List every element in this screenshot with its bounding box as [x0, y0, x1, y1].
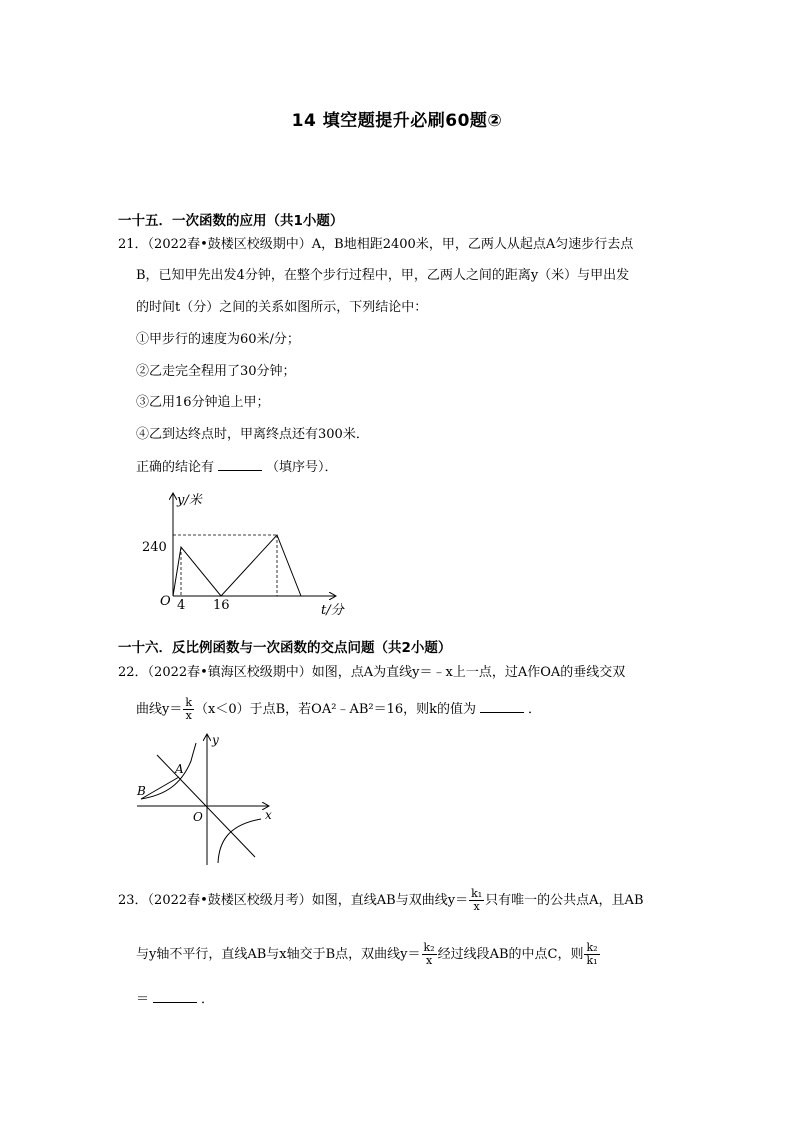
- q22-label-a: A: [175, 762, 184, 776]
- q23-line-1-pre: 23．（2022春•鼓楼区校级月考）如图，直线AB与双曲线y＝: [118, 893, 469, 908]
- q22-label-b: B: [137, 784, 146, 798]
- q21-option-3: ③乙用16分钟追上甲；: [136, 395, 270, 410]
- q23-line-2-pre: 与y轴不平行，直线AB与x轴交于B点，双曲线y＝: [136, 947, 421, 962]
- q21-option-4: ④乙到达终点时，甲离终点还有300米．: [136, 427, 369, 442]
- q21-origin-label: O: [160, 594, 171, 609]
- q23-frac1-den: x: [473, 900, 480, 913]
- q23-line-3-eq: ＝: [136, 992, 150, 1007]
- q22-hyperbola-left-branch: [141, 743, 196, 799]
- q23-line-1-post: 只有唯一的公共点A，且AB: [485, 893, 644, 908]
- q23-answer-blank[interactable]: [153, 990, 197, 1003]
- q23-frac2-num: k₂: [423, 941, 435, 954]
- q22-frac-num: k: [185, 696, 193, 709]
- q21-answer-prefix: 正确的结论有: [136, 460, 215, 475]
- section-heading-linear-function: 一十五．一次函数的应用（共1小题）: [118, 213, 344, 229]
- q21-answer-blank[interactable]: [218, 458, 262, 471]
- q21-x-label: t/分: [321, 603, 344, 618]
- q23-line-3-end: ．: [201, 992, 215, 1007]
- q22-segment-ab: [141, 777, 179, 799]
- q23-line-2-mid: 经过线段AB的中点C，则: [437, 947, 584, 962]
- q21-option-1: ①甲步行的速度为60米/分；: [136, 332, 300, 347]
- q23-frac3-num: k₂: [586, 941, 598, 954]
- q21-answer-line: [136, 458, 338, 476]
- q23-line-2: [136, 942, 601, 967]
- q22-line-2-post: （x＜0）于点B，若OA²﹣AB²＝16，则k的值为: [195, 702, 477, 717]
- q21-option-2: ②乙走完全程用了30分钟；: [136, 364, 296, 379]
- page-title: 14 填空题提升必刷60题②: [291, 111, 503, 131]
- q22-line-2-pre: 曲线y＝: [136, 702, 183, 717]
- q22-label-o: O: [193, 810, 203, 824]
- q22-fraction-k-over-x: [183, 697, 194, 722]
- q23-line-3: [136, 990, 214, 1008]
- q21-y-tick-240: 240: [142, 540, 167, 555]
- q23-fraction-k2-over-x: [422, 942, 437, 967]
- section-heading-inverse-proportion: 一十六．反比例函数与一次函数的交点问题（共2小题）: [118, 640, 452, 656]
- q22-line-1: 22．（2022春•镇海区校级期中）如图，点A为直线y＝﹣x上一点，过A作OA的垂线交双: [118, 665, 626, 680]
- q22-hyperbola-graph: [135, 733, 285, 873]
- q23-frac3-den: k₁: [586, 954, 598, 967]
- q21-x-tick-4: 4: [177, 598, 186, 613]
- q22-answer-blank[interactable]: [480, 700, 524, 713]
- q23-fraction-k2-over-k1: [584, 942, 599, 967]
- q21-graph-line: [173, 535, 301, 596]
- q23-fraction-k1-over-x: [469, 888, 484, 913]
- q23-frac1-num: k₁: [471, 887, 483, 900]
- q22-label-x: x: [265, 808, 272, 822]
- q21-y-label: y/米: [177, 493, 202, 508]
- q22-line-2: [136, 697, 541, 722]
- q23-frac2-den: x: [425, 954, 433, 967]
- q21-answer-suffix: （填序号）．: [266, 460, 338, 475]
- q21-line-3: 的时间t（分）之间的关系如图所示，下列结论中：: [136, 300, 428, 315]
- q21-line-1: 21．（2022春•鼓楼区校级期中）A，B地相距2400米，甲，乙两人从起点A匀速步行去点: [118, 237, 634, 252]
- q22-frac-den: x: [185, 709, 192, 722]
- q21-distance-time-graph: [142, 490, 365, 620]
- q22-label-y: y: [212, 733, 219, 747]
- q21-line-2: B，已知甲先出发4分钟，在整个步行过程中，甲，乙两人之间的距离y（米）与甲出发: [136, 268, 630, 283]
- q23-line-1: [118, 888, 644, 913]
- q21-x-tick-16: 16: [213, 598, 230, 613]
- q22-line-2-end: ．: [528, 702, 542, 717]
